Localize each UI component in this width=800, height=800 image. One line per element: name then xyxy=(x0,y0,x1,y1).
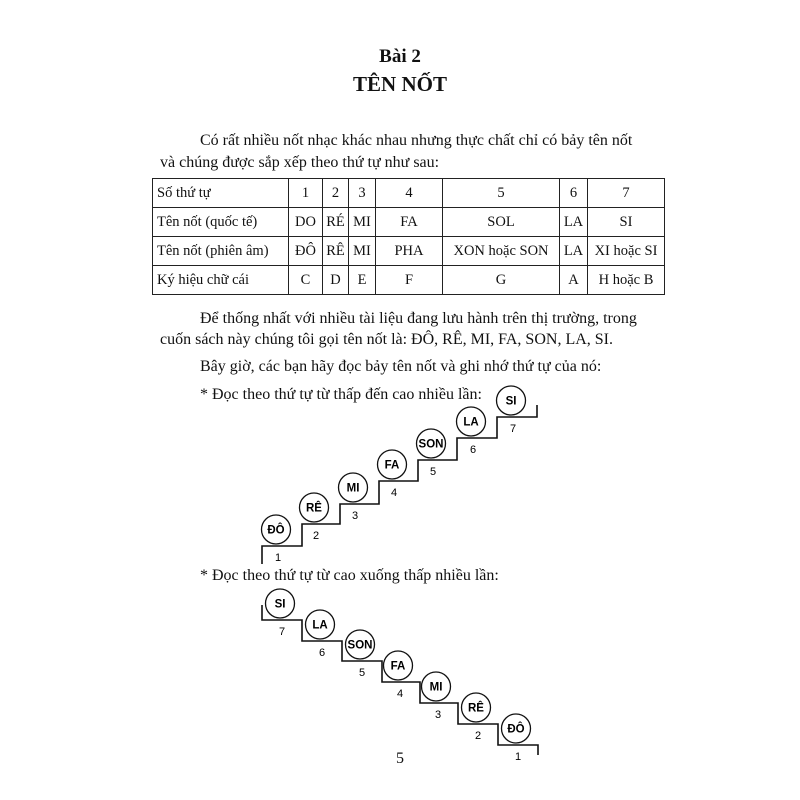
table-cell: XON hoặc SON xyxy=(443,237,560,266)
table-cell: E xyxy=(349,266,376,295)
lesson-heading: Bài 2 xyxy=(379,46,421,67)
step-number: 2 xyxy=(312,530,320,542)
step-number: 1 xyxy=(514,751,522,763)
note-label: LA xyxy=(463,416,479,429)
note-label: LA xyxy=(312,619,328,632)
intro-line-2: và chúng được sắp xếp theo thứ tự như sau: xyxy=(160,154,440,171)
para2-line-2: cuốn sách này chúng tôi gọi tên nốt là: ĐÔ, RÊ, MI, FA, SON, LA, SI. xyxy=(160,331,613,348)
table-cell: RÉ xyxy=(323,208,349,237)
table-cell: ĐÔ xyxy=(289,237,323,266)
note-label: SON xyxy=(418,438,444,451)
table-cell: 5 xyxy=(443,179,560,208)
table-cell: 4 xyxy=(376,179,443,208)
step-number: 6 xyxy=(469,444,477,456)
para2-line-1: Để thống nhất với nhiều tài liệu đang lưu hành trên thị trường, trong xyxy=(200,310,637,327)
note-label: SON xyxy=(347,639,373,652)
table-cell: A xyxy=(560,266,588,295)
page-title: TÊN NỐT xyxy=(353,72,447,96)
step-number: 7 xyxy=(278,626,286,638)
step-number: 4 xyxy=(396,688,404,700)
table-cell: 2 xyxy=(323,179,349,208)
note-label: ĐÔ xyxy=(507,723,525,736)
table-cell: 1 xyxy=(289,179,323,208)
table-cell: 3 xyxy=(349,179,376,208)
table-cell: MI xyxy=(349,237,376,266)
note-label: FA xyxy=(390,660,406,673)
table-cell: C xyxy=(289,266,323,295)
table-cell: SOL xyxy=(443,208,560,237)
table-cell: SI xyxy=(588,208,665,237)
page-number: 5 xyxy=(396,750,404,767)
table-cell: G xyxy=(443,266,560,295)
ascending-heading: * Đọc theo thứ tự từ thấp đến cao nhiều lần: xyxy=(200,386,482,403)
table-cell: RÊ xyxy=(323,237,349,266)
note-label: FA xyxy=(384,459,400,472)
step-number: 3 xyxy=(434,709,442,721)
step-number: 5 xyxy=(358,667,366,679)
table-cell: PHA xyxy=(376,237,443,266)
note-label: RÊ xyxy=(306,502,322,515)
step-number: 1 xyxy=(274,552,282,564)
note-label: SI xyxy=(274,598,286,611)
note-label: SI xyxy=(505,395,517,408)
row-label: Tên nốt (quốc tế) xyxy=(153,208,289,237)
note-label: ĐÔ xyxy=(267,524,285,537)
table-cell: FA xyxy=(376,208,443,237)
table-cell: XI hoặc SI xyxy=(588,237,665,266)
row-label: Ký hiệu chữ cái xyxy=(153,266,289,295)
step-number: 6 xyxy=(318,647,326,659)
step-number: 7 xyxy=(509,423,517,435)
table-cell: F xyxy=(376,266,443,295)
ascending-steps xyxy=(262,405,537,564)
step-number: 4 xyxy=(390,487,398,499)
table-cell: H hoặc B xyxy=(588,266,665,295)
descending-staircase xyxy=(262,589,538,763)
note-label: RÊ xyxy=(468,702,484,715)
table-cell: MI xyxy=(349,208,376,237)
step-number: 5 xyxy=(429,466,437,478)
table-cell: 6 xyxy=(560,179,588,208)
note-label: MI xyxy=(429,681,443,694)
table-cell: LA xyxy=(560,208,588,237)
table-cell: D xyxy=(323,266,349,295)
note-label: MI xyxy=(346,482,360,495)
row-label: Số thứ tự xyxy=(153,179,289,208)
row-label: Tên nốt (phiên âm) xyxy=(153,237,289,266)
step-number: 2 xyxy=(474,730,482,742)
ascending-staircase xyxy=(262,386,538,564)
table-cell: 7 xyxy=(588,179,665,208)
step-number: 3 xyxy=(351,510,359,522)
para3: Bây giờ, các bạn hãy đọc bảy tên nốt và ghi nhớ thứ tự của nó: xyxy=(200,358,602,375)
table-cell: LA xyxy=(560,237,588,266)
descending-heading: * Đọc theo thứ tự từ cao xuống thấp nhiều lần: xyxy=(200,567,499,584)
intro-line-1: Có rất nhiều nốt nhạc khác nhau nhưng thực chất chỉ có bảy tên nốt xyxy=(200,132,633,149)
table-cell: DO xyxy=(289,208,323,237)
